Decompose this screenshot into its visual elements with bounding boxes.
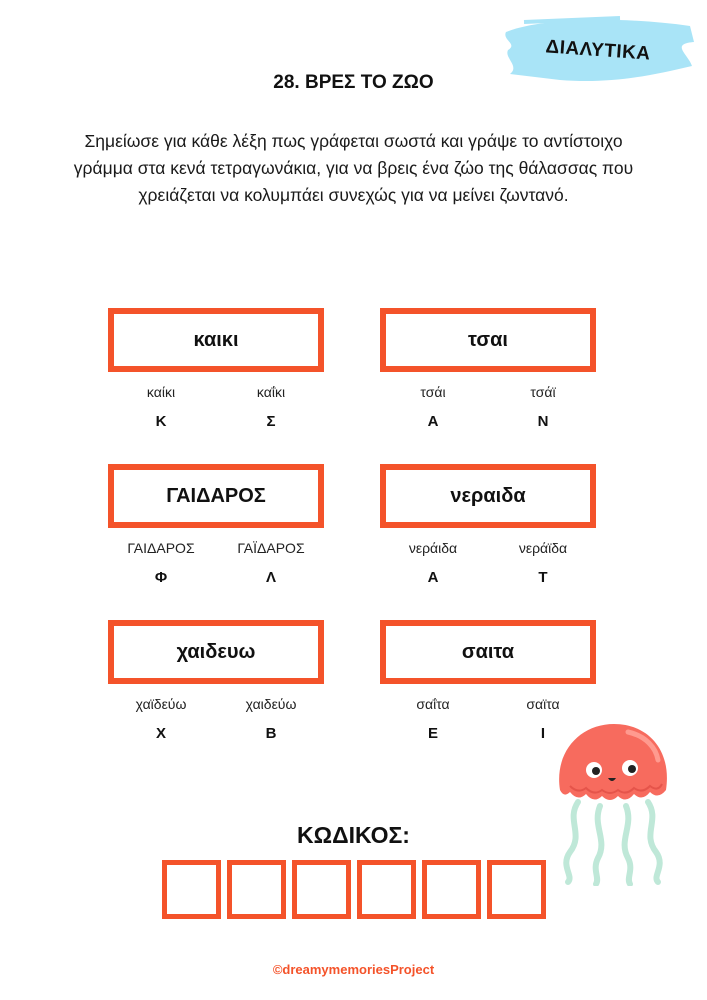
option-text: σαϊτα bbox=[526, 696, 560, 712]
option-letter: Α bbox=[427, 413, 439, 430]
footer-credit: ©dreamymemoriesProject bbox=[272, 962, 435, 977]
option-text: τσάι bbox=[420, 384, 446, 400]
code-box[interactable] bbox=[487, 860, 546, 919]
option-letter: Ν bbox=[537, 413, 549, 430]
option-text: χαϊδεύω bbox=[135, 696, 187, 712]
jellyfish-icon bbox=[548, 716, 678, 886]
option-text: καΐκι bbox=[256, 384, 286, 400]
code-box[interactable] bbox=[292, 860, 351, 919]
option-letter: Ι bbox=[540, 725, 546, 742]
code-answer-boxes bbox=[162, 860, 546, 919]
option-text: χαιδεύω bbox=[245, 696, 297, 712]
page-title: 28. ΒΡΕΣ ΤΟ ΖΩΟ bbox=[273, 72, 434, 93]
option-text: καίκι bbox=[146, 384, 176, 400]
option-text: νεράϊδα bbox=[518, 540, 568, 556]
word-box: καικι bbox=[108, 308, 324, 372]
option-letter: Ε bbox=[427, 725, 438, 742]
word-box: τσαι bbox=[380, 308, 596, 372]
option-text: νεράιδα bbox=[408, 540, 458, 556]
code-box[interactable] bbox=[357, 860, 416, 919]
option-text: τσάϊ bbox=[530, 384, 556, 400]
word-box: χαιδευω bbox=[108, 620, 324, 684]
word-box: ΓΑΙΔΑΡΟΣ bbox=[108, 464, 324, 528]
code-box[interactable] bbox=[162, 860, 221, 919]
option-letter: Τ bbox=[538, 569, 548, 586]
option-letter: Χ bbox=[155, 725, 166, 742]
option-text: ΓΑΪΔΑΡΟΣ bbox=[237, 540, 305, 556]
option-letter: Λ bbox=[265, 569, 276, 586]
option-letter: Κ bbox=[155, 413, 167, 430]
word-box: σαιτα bbox=[380, 620, 596, 684]
code-title: ΚΩΔΙΚΟΣ: bbox=[297, 822, 410, 848]
option-text: σαΐτα bbox=[416, 696, 450, 712]
option-text: ΓΑΙΔΑΡΟΣ bbox=[127, 540, 195, 556]
option-letter: Φ bbox=[154, 569, 168, 586]
option-letter: Α bbox=[427, 569, 439, 586]
option-letter: Σ bbox=[266, 413, 276, 430]
word-box: νεραιδα bbox=[380, 464, 596, 528]
code-box[interactable] bbox=[227, 860, 286, 919]
tag-label: ΔΙΑΛΥΤΙΚΑ bbox=[544, 36, 652, 65]
option-letter: Β bbox=[265, 725, 277, 742]
code-box[interactable] bbox=[422, 860, 481, 919]
instructions-text: Σημείωσε για κάθε λέξη πως γράφεται σωστά και γράψε το αντίστοιχο γράμμα στα κενά τετραγωνάκια, για να βρεις ένα ζώο της θάλασσας που χρειάζεται να κολυμπάει συνεχώς για να μείνει ζωντανό. bbox=[73, 131, 634, 205]
